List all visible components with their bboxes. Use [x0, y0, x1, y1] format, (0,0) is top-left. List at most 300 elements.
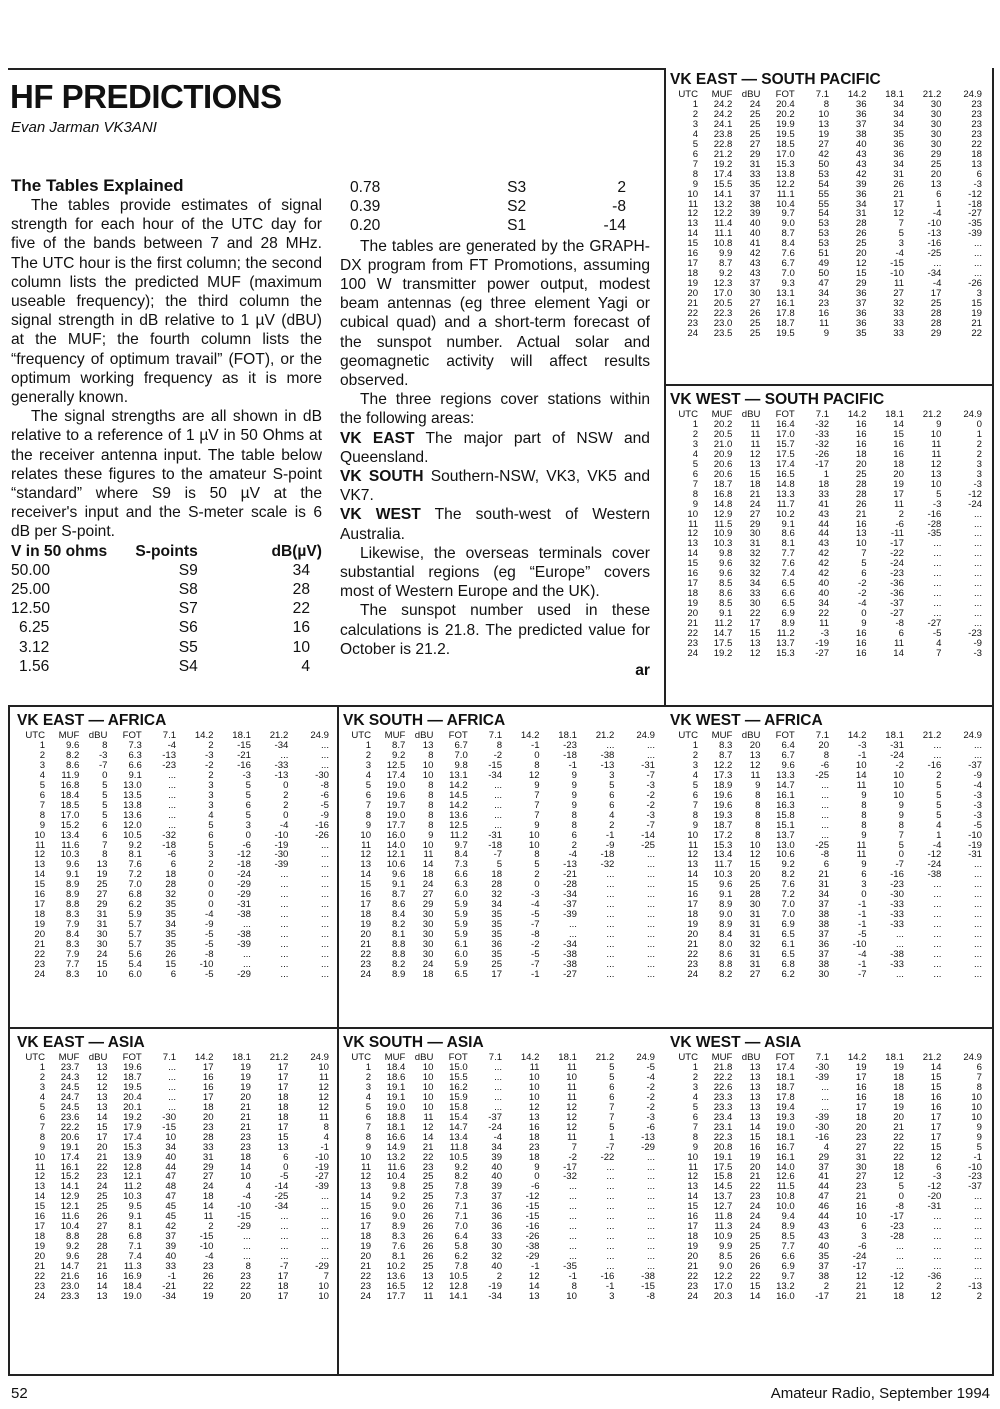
table-cell: ...	[606, 740, 615, 751]
table-cell: 12	[930, 1290, 942, 1302]
table-cell: 5	[245, 779, 251, 791]
table-cell: 13	[96, 859, 108, 871]
table-cell: 40	[818, 588, 830, 600]
table-cell: 11	[688, 839, 699, 851]
paragraph: Likewise, the overseas terminals cover substantial regions (eg “Europe” covers most of Western Europe and the UK).	[340, 544, 650, 601]
column-header: 7.1	[162, 1052, 177, 1063]
table-cell: ...	[280, 869, 289, 881]
table-cell: 14.8	[776, 478, 795, 490]
table-cell: 14	[34, 869, 46, 881]
table-cell: 37	[818, 1261, 830, 1273]
column-header: MUF	[711, 89, 733, 100]
table-cell: 2	[365, 749, 372, 761]
table-cell: 23	[240, 1271, 251, 1283]
table-cell: 13.4	[449, 1131, 468, 1143]
table-cell: 30	[422, 909, 434, 921]
table-cell: 10.5	[123, 829, 142, 841]
table-cell: ...	[280, 968, 289, 980]
table-cell: 16.8	[60, 779, 80, 791]
table-cell: 6	[571, 829, 577, 841]
table-cell: 17	[360, 1221, 372, 1233]
table-cell: -4	[973, 779, 982, 791]
table-cell: -12	[927, 1181, 942, 1193]
table-cell: 24	[687, 968, 699, 980]
table-cell: 26	[422, 1241, 434, 1253]
table-cell: 40	[491, 1161, 503, 1173]
table-cell: 7	[365, 799, 372, 811]
table-cell: 14	[34, 1191, 46, 1203]
table-cell: -23	[563, 740, 577, 751]
table-cell: 23	[687, 958, 699, 970]
table-cell: 29	[96, 899, 108, 911]
table-cell: 5	[936, 789, 942, 801]
table-cell: -29	[315, 1261, 329, 1273]
table-cell: 8.8	[66, 899, 80, 911]
table-cell: ...	[647, 919, 655, 931]
table-cell: -23	[162, 759, 177, 771]
table-cell: ...	[242, 1231, 251, 1243]
table-cell: 21	[687, 939, 699, 951]
table-cell: -18	[488, 839, 503, 851]
table-cell: ...	[647, 879, 655, 891]
table-cell: 28	[96, 1241, 108, 1253]
table-cell: ...	[321, 909, 329, 921]
table-cell: 54	[818, 178, 830, 190]
table-cell: 2	[208, 740, 214, 751]
table-cell: 9	[976, 1131, 982, 1143]
table-cell: 43	[818, 538, 830, 550]
column-header: 18.1	[885, 730, 904, 741]
table-cell: -30	[815, 1121, 830, 1133]
table-cell: 23	[971, 118, 982, 130]
table-cell: 16	[687, 568, 699, 580]
table-cell: 13	[749, 1101, 761, 1113]
table-cell: -10	[852, 939, 867, 951]
table-cell: 20.3	[713, 1290, 733, 1302]
table-cell: 13.7	[776, 829, 795, 841]
table-cell: -3	[531, 889, 540, 901]
table-cell: 5.7	[128, 919, 142, 931]
table-cell: 19	[240, 1081, 251, 1093]
table-cell: 22	[34, 1271, 46, 1283]
table-cell: -24	[890, 558, 904, 570]
table-cell: 5	[936, 488, 942, 500]
column-header: 24.9	[963, 730, 982, 741]
table-cell: 18	[528, 1151, 540, 1163]
table-cell: ...	[168, 809, 177, 821]
table-cell: 25	[749, 128, 761, 140]
table-cell: 22	[893, 1131, 904, 1143]
table-cell: -39	[815, 1111, 830, 1123]
table-cell: 36	[491, 1201, 503, 1213]
table-cell: 11	[567, 1081, 577, 1093]
table-cell: 20	[893, 1111, 904, 1123]
table-cell: 17.4	[713, 168, 733, 180]
table-cell: ...	[933, 538, 942, 550]
table-cell: 12	[528, 1271, 540, 1283]
table-cell: 6	[861, 568, 867, 580]
table-cell: 32	[749, 548, 761, 560]
table-cell: 12	[422, 1280, 434, 1292]
table-cell: 4	[365, 1091, 372, 1103]
table-cell: 16	[34, 889, 46, 901]
table-cell: 4	[365, 769, 372, 781]
table-cell: 11	[529, 1062, 540, 1073]
table-cell: 11	[819, 618, 830, 630]
table-row	[670, 970, 982, 980]
table-cell: 8.1	[128, 1221, 142, 1233]
table-cell: 20	[687, 608, 699, 620]
table-cell: 42	[818, 568, 830, 580]
table-cell: 22	[422, 1151, 434, 1163]
table-cell: ...	[974, 518, 982, 530]
table-cell: ...	[242, 1241, 251, 1253]
table-cell: ...	[821, 1081, 830, 1093]
table-cell: 5	[496, 859, 503, 871]
table-cell: -31	[968, 849, 982, 861]
table-cell: -3	[646, 809, 655, 821]
table-cell: 19.6	[123, 1062, 142, 1073]
table-cell: 9	[534, 1161, 540, 1173]
table-cell: 9	[365, 819, 372, 831]
table-cell: 11	[894, 498, 904, 510]
table-cell: 8.5	[719, 578, 733, 590]
table-cell: ...	[974, 548, 982, 560]
table-cell: 16	[855, 518, 867, 530]
table-cell: 9.2	[719, 268, 733, 280]
table-cell: 11.3	[714, 1221, 733, 1233]
table-cell: 23.0	[60, 1280, 80, 1292]
table-cell: 14.0	[386, 839, 406, 851]
cell: 2	[617, 179, 626, 196]
table-cell: 0	[245, 829, 251, 841]
table-cell: 5	[609, 1062, 615, 1073]
table-cell: 19	[893, 1062, 904, 1073]
table-cell: -30	[315, 769, 329, 781]
table-cell: 31	[749, 919, 761, 931]
table-cell: 21	[240, 1121, 251, 1133]
table-cell: -38	[927, 869, 942, 881]
table-cell: 10	[930, 478, 942, 490]
table-cell: 2	[208, 1221, 214, 1233]
table-cell: -19	[274, 839, 289, 851]
prediction-table	[670, 89, 982, 339]
table-cell: 18	[687, 1231, 699, 1243]
table-cell: -17	[890, 538, 904, 550]
table-cell: 34	[818, 288, 830, 300]
table-cell: 6.7	[781, 749, 795, 761]
table-cell: 30	[96, 929, 108, 941]
table-cell: -2	[646, 1091, 655, 1103]
table-cell: 30	[749, 598, 761, 610]
table-cell: 23	[360, 958, 372, 970]
table-cell: 10	[422, 1062, 434, 1073]
column-header: 18.1	[885, 1052, 904, 1063]
table-cell: 42	[818, 148, 830, 160]
table-cell: 12	[930, 1151, 942, 1163]
table-cell: ...	[647, 968, 655, 980]
column-header: UTC	[678, 89, 699, 100]
table-cell: 6	[861, 869, 867, 881]
paragraph: The three regions cover stations within the following areas:	[340, 391, 650, 428]
table-cell: 20.2	[713, 419, 733, 430]
table-cell: 43	[818, 508, 830, 520]
column-header: 7.1	[815, 89, 830, 100]
table-cell: 21	[893, 188, 904, 200]
table-cell: -39	[968, 228, 982, 240]
table-cell: 17	[277, 1121, 289, 1133]
table-cell: 14.9	[386, 1141, 406, 1153]
table-cell: 6	[39, 1111, 46, 1123]
table-cell: 24	[749, 1201, 761, 1213]
table-cell: 5.9	[128, 909, 142, 921]
article-column-2	[340, 178, 650, 680]
table-cell: 29	[749, 148, 761, 160]
table-cell: 25	[749, 327, 761, 339]
table-cell: 6	[208, 829, 214, 841]
table-cell: ...	[606, 1241, 615, 1253]
table-cell: 18	[422, 968, 434, 980]
table-cell: 24	[96, 949, 108, 961]
table-cell: 44	[818, 528, 830, 540]
table-cell: 10	[855, 538, 867, 550]
table-cell: 16	[930, 1091, 942, 1103]
table-cell: 7.7	[781, 1241, 795, 1253]
table-cell: 43	[855, 158, 867, 170]
table-cell: 9.4	[781, 1211, 795, 1223]
table-cell: 19.6	[713, 799, 733, 811]
table-cell: 6	[609, 789, 615, 801]
column-header: UTC	[678, 730, 699, 741]
table-cell: 11.9	[61, 769, 80, 781]
table-cell: 37	[818, 899, 830, 911]
table-cell: 3	[609, 769, 615, 781]
table-cell: 9.6	[719, 568, 733, 580]
table-cell: 22.3	[713, 1131, 733, 1143]
table-cell: 17	[855, 1071, 867, 1083]
table-cell: 3	[692, 118, 699, 130]
table-cell: 21	[855, 508, 867, 520]
table-cell: 5	[609, 1121, 615, 1133]
table-cell: -9	[973, 769, 982, 781]
table-cell: 12	[566, 1111, 577, 1123]
table-cell: 14	[240, 1161, 251, 1173]
table-cell: 0	[283, 779, 289, 791]
table-cell: 12.1	[60, 1201, 80, 1213]
table-cell: -16	[237, 759, 251, 771]
table-cell: -38	[237, 929, 251, 941]
column-header: dBU	[741, 89, 761, 100]
table-row	[11, 599, 322, 618]
table-cell: 54	[818, 208, 830, 220]
table-cell: 35	[749, 178, 761, 190]
table-cell: -17	[815, 458, 830, 470]
table-cell: 39	[491, 1181, 503, 1193]
table-cell: 17.4	[60, 1151, 80, 1163]
table-cell: 19.7	[386, 799, 406, 811]
table-cell: -27	[563, 968, 577, 980]
table-cell: 19.6	[386, 789, 406, 801]
table-cell: ...	[974, 968, 982, 980]
table-cell: 24	[749, 99, 761, 110]
table-cell: 8	[861, 799, 867, 811]
table-cell: 5	[936, 799, 942, 811]
table-cell: 12.3	[713, 278, 733, 290]
table-cell: 0	[283, 809, 289, 821]
table-cell: ...	[321, 859, 329, 871]
table-cell: ...	[647, 849, 655, 861]
table-cell: 8	[755, 809, 761, 821]
table-cell: ...	[974, 508, 982, 520]
table-cell: 26	[422, 1201, 434, 1213]
column-header: dBU	[414, 1052, 434, 1063]
table-cell: 25	[96, 1201, 108, 1213]
table-cell: -10	[968, 1161, 982, 1173]
cell: 28	[292, 581, 310, 599]
table-cell: 36	[893, 138, 904, 150]
table-cell: 3	[208, 789, 214, 801]
table-cell: 15	[34, 1201, 46, 1213]
table-cell: 26	[422, 1221, 434, 1233]
table-cell: 11	[35, 839, 46, 851]
s-point-table-continued	[340, 178, 650, 236]
table-cell: 53	[818, 228, 830, 240]
table-cell: -16	[890, 869, 904, 881]
table-cell: 6.8	[128, 1231, 142, 1243]
column-header: MUF	[711, 409, 733, 420]
table-cell: 25	[749, 317, 761, 329]
table-cell: 5	[39, 1101, 46, 1113]
table-cell: 8	[39, 809, 46, 821]
table-cell: -25	[815, 839, 830, 851]
table-cell: 21	[818, 869, 830, 881]
table-cell: 25	[422, 1191, 434, 1203]
cell: 1.56	[19, 657, 50, 675]
column-header: dBU	[88, 1052, 108, 1063]
table-cell: ...	[647, 958, 655, 970]
table-cell: 8.5	[719, 1251, 733, 1263]
table-cell: 24	[687, 327, 699, 339]
table-cell: 20.5	[713, 428, 733, 440]
table-cell: ...	[321, 849, 329, 861]
table-cell: 22	[818, 608, 830, 620]
table-cell: -30	[815, 1062, 830, 1073]
table-cell: 5	[102, 809, 108, 821]
table-cell: 2	[936, 1280, 942, 1292]
table-cell: 22.2	[60, 1121, 80, 1133]
table-cell: 5	[365, 779, 372, 791]
table-cell: 12	[96, 1071, 108, 1083]
table-cell: 36	[491, 939, 503, 951]
column-header: 21.2	[922, 730, 942, 741]
table-cell: 0	[534, 879, 540, 891]
table-cell: 23	[240, 1141, 251, 1153]
table-cell: 12	[749, 849, 761, 861]
table-cell: 19.5	[776, 128, 795, 140]
table-cell: 31	[96, 909, 108, 921]
table-cell: ...	[280, 1221, 289, 1233]
table-cell: 30	[749, 899, 761, 911]
table-cell: 30	[749, 288, 761, 300]
table-cell: 32	[749, 939, 761, 951]
table-cell: ...	[321, 949, 329, 961]
table-cell: 37	[855, 118, 867, 130]
table-cell: 24.1	[713, 118, 733, 130]
table-cell: 19	[240, 1062, 251, 1073]
table-cell: 9.8	[719, 548, 733, 560]
table-cell: -23	[890, 1221, 904, 1233]
table-cell: 8.9	[392, 1221, 406, 1233]
table-cell: 18.4	[386, 1062, 406, 1073]
table-cell: -2	[646, 1101, 655, 1113]
cell: S5	[178, 638, 198, 656]
table-cell: -8	[895, 618, 904, 630]
table-cell: 6	[936, 188, 942, 200]
table-cell: 7.1	[454, 1211, 468, 1223]
table-cell: 40	[855, 138, 867, 150]
table-cell: 12.1	[123, 1171, 142, 1183]
table-cell: 9.1	[128, 769, 142, 781]
table-cell: -10	[199, 958, 214, 970]
table-cell: 10.6	[386, 859, 406, 871]
table-cell: -38	[890, 949, 904, 961]
table-cell: 6.9	[781, 919, 795, 931]
table-cell: 25	[749, 1231, 761, 1243]
table-cell: -17	[890, 1211, 904, 1223]
table-cell: 27	[893, 288, 904, 300]
table-cell: 19.1	[713, 1151, 733, 1163]
table-cell: 17.4	[386, 769, 406, 781]
table-cell: 8.9	[781, 618, 795, 630]
table-cell: -1	[858, 919, 867, 931]
table-cell: 40	[749, 228, 761, 240]
table-cell: 5	[692, 458, 699, 470]
table-cell: 15	[687, 238, 699, 250]
table-cell: 20.9	[713, 448, 733, 460]
table-cell: 11	[750, 438, 761, 450]
table-cell: 11.3	[123, 1261, 142, 1273]
table-cell: 3	[976, 288, 982, 300]
table-cell: 29	[818, 1151, 830, 1163]
table-cell: 24.7	[60, 1091, 80, 1103]
table-cell: 9.6	[719, 558, 733, 570]
table-cell: 11.1	[776, 188, 795, 200]
table-cell: 5	[534, 859, 540, 871]
table-cell: 9.0	[392, 1201, 406, 1213]
column-header: 24.9	[963, 89, 982, 100]
table-cell: 30	[930, 99, 942, 110]
table-cell: -9	[320, 809, 329, 821]
table-cell: 2	[692, 428, 699, 440]
table-cell: 25	[855, 468, 867, 480]
table-cell: 19.2	[713, 158, 733, 170]
table-cell: 43	[749, 268, 761, 280]
table-cell: ...	[168, 789, 177, 801]
table-cell: 29	[749, 518, 761, 530]
table-cell: 9.6	[781, 759, 795, 771]
table-cell: 21	[855, 1290, 867, 1302]
table-cell: -16	[600, 1271, 615, 1283]
table-cell: 10.5	[449, 1271, 468, 1283]
table-cell: 15.3	[123, 1141, 142, 1153]
column-header: 7.1	[162, 730, 177, 741]
table-cell: 13.6	[449, 809, 468, 821]
table-cell: 10.2	[386, 1261, 406, 1273]
table-cell: 20	[360, 1251, 372, 1263]
table-cell: 20.5	[713, 298, 733, 310]
table-cell: 9	[571, 799, 577, 811]
table-cell: ...	[647, 1221, 655, 1233]
